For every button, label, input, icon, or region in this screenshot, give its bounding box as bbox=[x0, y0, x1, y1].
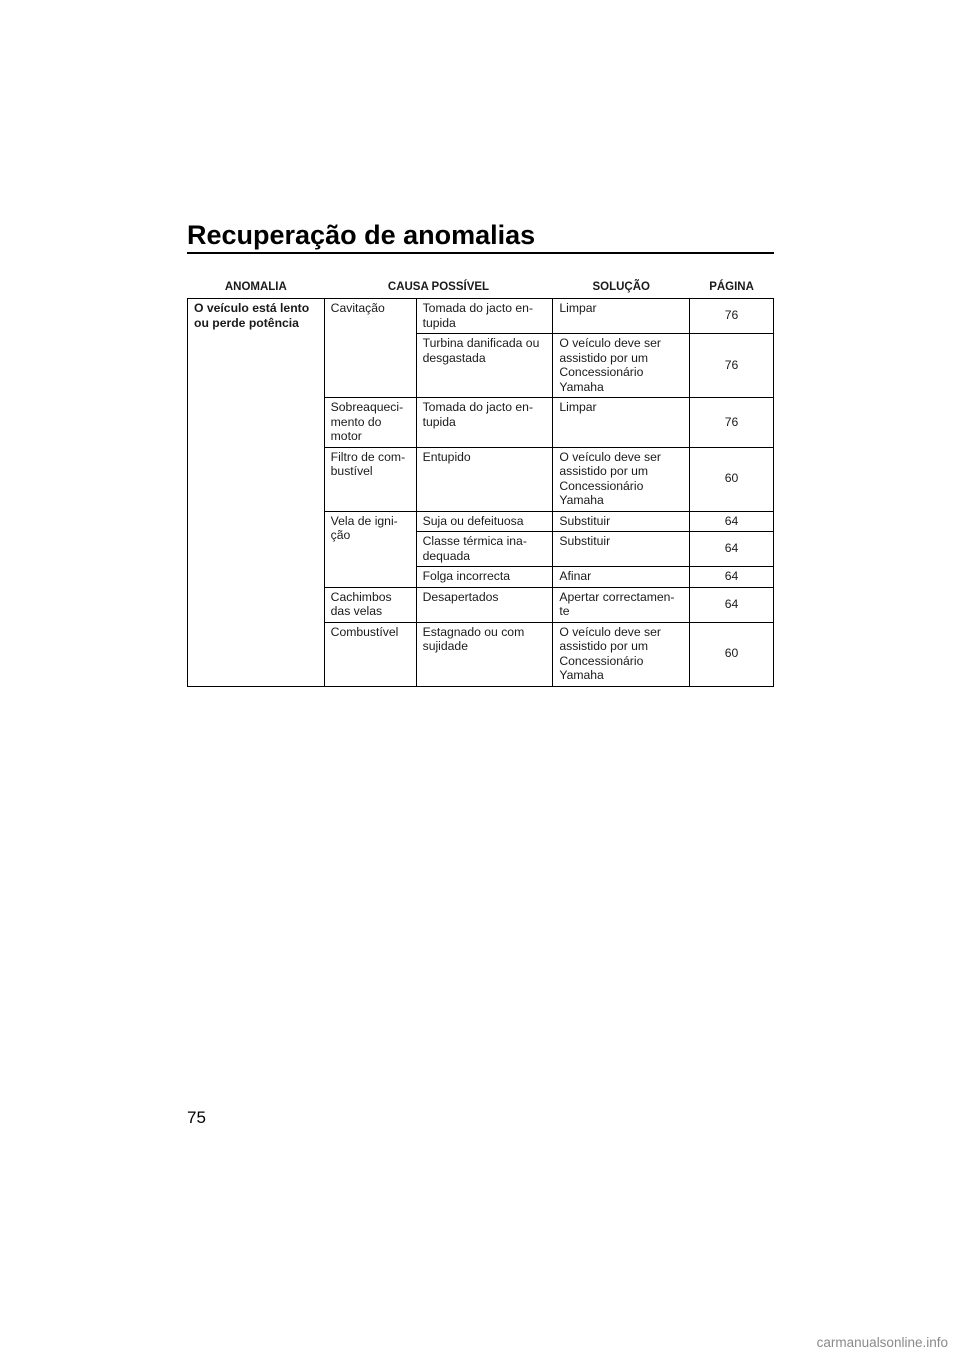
cause-cell: Combustível bbox=[324, 622, 416, 686]
watermark: carmanualsonline.info bbox=[816, 1335, 948, 1350]
cause-cell: Sobreaqueci-mento do motor bbox=[324, 398, 416, 448]
detail-cell: Entupido bbox=[416, 447, 553, 511]
detail-cell: Suja ou defeituosa bbox=[416, 511, 553, 532]
header-causa: CAUSA POSSÍVEL bbox=[324, 276, 553, 299]
solution-cell: O veículo deve ser assistido por um Concessionário Yamaha bbox=[553, 334, 690, 398]
solution-cell: Apertar correctamen-te bbox=[553, 587, 690, 622]
solution-cell: O veículo deve ser assistido por um Concessionário Yamaha bbox=[553, 447, 690, 511]
table-header-row bbox=[188, 276, 774, 299]
anomaly-cell: O veículo está lento ou perde potência bbox=[188, 299, 325, 687]
header-anomalia: ANOMALIA bbox=[188, 276, 325, 299]
table-row bbox=[188, 299, 774, 334]
solution-cell: Afinar bbox=[553, 567, 690, 588]
solution-cell: Limpar bbox=[553, 398, 690, 448]
page-number: 75 bbox=[187, 1108, 206, 1127]
solution-cell: Substituir bbox=[553, 532, 690, 567]
cause-cell: Cachimbos das velas bbox=[324, 587, 416, 622]
page-ref-cell: 64 bbox=[690, 567, 774, 588]
solution-cell: O veículo deve ser assistido por um Concessionário Yamaha bbox=[553, 622, 690, 686]
solution-cell: Substituir bbox=[553, 511, 690, 532]
page-title: Recuperação de anomalias bbox=[187, 220, 536, 250]
page-ref-cell: 64 bbox=[690, 532, 774, 567]
title-rule bbox=[187, 252, 774, 254]
cause-cell: Vela de igni-ção bbox=[324, 511, 416, 587]
cause-cell: Filtro de com-bustível bbox=[324, 447, 416, 511]
detail-cell: Desapertados bbox=[416, 587, 553, 622]
header-pagina: PÁGINA bbox=[690, 276, 774, 299]
detail-cell: Folga incorrecta bbox=[416, 567, 553, 588]
solution-cell: Limpar bbox=[553, 299, 690, 334]
page-ref-cell: 76 bbox=[690, 299, 774, 334]
detail-cell: Estagnado ou com sujidade bbox=[416, 622, 553, 686]
header-solucao: SOLUÇÃO bbox=[553, 276, 690, 299]
cause-cell: Cavitação bbox=[324, 299, 416, 398]
page-ref-cell: 64 bbox=[690, 511, 774, 532]
page-ref-cell: 76 bbox=[690, 398, 774, 448]
page-ref-cell: 76 bbox=[690, 334, 774, 398]
troubleshooting-table bbox=[187, 276, 774, 687]
detail-cell: Turbina danificada ou desgastada bbox=[416, 334, 553, 398]
page-ref-cell: 60 bbox=[690, 622, 774, 686]
detail-cell: Classe térmica ina-dequada bbox=[416, 532, 553, 567]
detail-cell: Tomada do jacto en-tupida bbox=[416, 299, 553, 334]
page-ref-cell: 60 bbox=[690, 447, 774, 511]
detail-cell: Tomada do jacto en-tupida bbox=[416, 398, 553, 448]
page-ref-cell: 64 bbox=[690, 587, 774, 622]
